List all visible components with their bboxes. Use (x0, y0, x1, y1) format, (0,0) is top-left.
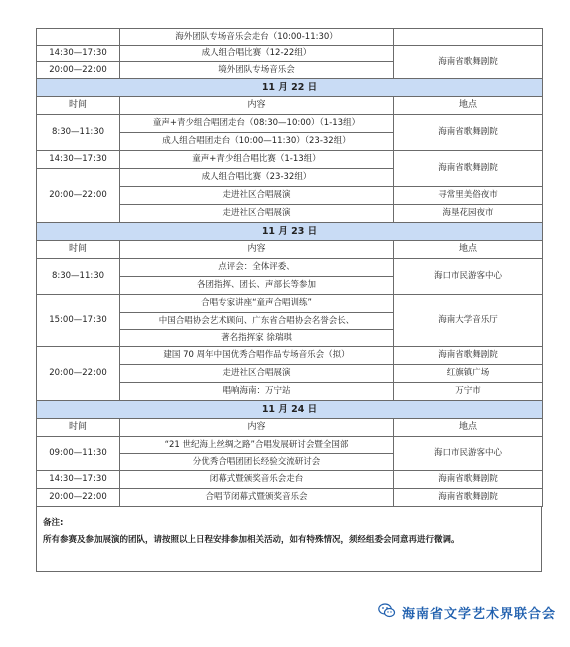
venue-cell: 寻常里美俗夜市 (394, 187, 543, 205)
content-cell: 成人组合唱比赛（12-22组） (120, 46, 394, 62)
content-cell: 合唱节闭幕式暨颁奖音乐会 (120, 489, 394, 507)
time-cell: 20:00—22:00 (37, 347, 120, 401)
content-cell: 走进社区合唱展演 (120, 187, 394, 205)
content-cell: “21 世纪海上丝绸之路”合唱发展研讨会暨全国部 (120, 437, 394, 454)
header-content: 内容 (120, 419, 394, 437)
venue-cell: 海口市民游客中心 (394, 437, 543, 471)
time-cell: 8:30—11:30 (37, 259, 120, 295)
header-venue: 地点 (394, 241, 543, 259)
wechat-icon (378, 603, 396, 622)
venue-cell: 海口市民游客中心 (394, 259, 543, 295)
header-time: 时间 (37, 241, 120, 259)
content-cell: 分优秀合唱团团长经验交流研讨会 (120, 454, 394, 471)
time-cell: 15:00—17:30 (37, 295, 120, 347)
content-cell: 著名指挥家 徐瑞琪 (120, 330, 394, 347)
time-cell: 09:00—11:30 (37, 437, 120, 471)
header-time: 时间 (37, 419, 120, 437)
header-content: 内容 (120, 97, 394, 115)
content-cell: 成人组合唱团走台（10:00—11:30）（23-32组） (120, 133, 394, 151)
content-cell: 走进社区合唱展演 (120, 365, 394, 383)
content-cell: 唱响海南：万宁站 (120, 383, 394, 401)
header-venue: 地点 (394, 97, 543, 115)
watermark (378, 603, 556, 622)
time-cell: 20:00—22:00 (37, 489, 120, 507)
time-cell (37, 29, 120, 46)
venue-cell: 万宁市 (394, 383, 543, 401)
content-cell: 走进社区合唱展演 (120, 205, 394, 223)
venue-cell (394, 29, 543, 46)
table-row (37, 347, 543, 365)
venue-cell: 海南省歌舞剧院 (394, 471, 543, 489)
venue-cell: 海南省歌舞剧院 (394, 151, 543, 187)
table-row (37, 46, 543, 62)
venue-cell: 海南省歌舞剧院 (394, 46, 543, 79)
content-cell: 童声+青少组合唱比赛（1-13组） (120, 151, 394, 169)
venue-cell: 海南省歌舞剧院 (394, 489, 543, 507)
note-title: 备注: (43, 518, 64, 528)
table-row (37, 295, 543, 313)
schedule-sheet (36, 28, 542, 572)
date-label: 11 月 22 日 (37, 79, 543, 97)
content-cell: 童声+青少组合唱团走台（08:30—10:00）（1-13组） (120, 115, 394, 133)
header-row (37, 97, 543, 115)
venue-cell: 海南省歌舞剧院 (394, 115, 543, 151)
time-cell: 14:30—17:30 (37, 151, 120, 169)
note-text: 所有参赛及参加展演的团队，请按照以上日程安排参加相关活动，如有特殊情况，须经组委会同意再进行微调。 (43, 535, 460, 545)
content-cell: 成人组合唱比赛（23-32组） (120, 169, 394, 187)
content-cell: 境外团队专场音乐会 (120, 62, 394, 79)
content-cell: 合唱专家讲座“童声合唱训练” (120, 295, 394, 313)
header-venue: 地点 (394, 419, 543, 437)
content-cell: 海外团队专场音乐会走台（10:00-11:30） (120, 29, 394, 46)
content-cell: 中国合唱协会艺术顾问、广东省合唱协会名誉会长、 (120, 313, 394, 330)
table-row (37, 259, 543, 277)
date-banner (37, 79, 543, 97)
time-cell: 8:30—11:30 (37, 115, 120, 151)
table-row (37, 151, 543, 169)
schedule-table (36, 28, 543, 507)
venue-cell: 海垦花园夜市 (394, 205, 543, 223)
header-content: 内容 (120, 241, 394, 259)
venue-cell: 海南大学音乐厅 (394, 295, 543, 347)
content-cell: 各团指挥、团长、声部长等参加 (120, 277, 394, 295)
table-row (37, 471, 543, 489)
time-cell: 14:30—17:30 (37, 471, 120, 489)
content-cell: 建国 70 周年中国优秀合唱作品专场音乐会（拟） (120, 347, 394, 365)
venue-cell: 红旗镇广场 (394, 365, 543, 383)
note-box (36, 507, 542, 572)
time-cell: 20:00—22:00 (37, 169, 120, 223)
content-cell: 闭幕式暨颁奖音乐会走台 (120, 471, 394, 489)
date-banner (37, 223, 543, 241)
date-banner (37, 401, 543, 419)
table-row (37, 437, 543, 454)
table-row (37, 29, 543, 46)
time-cell: 20:00—22:00 (37, 62, 120, 79)
date-label: 11 月 24 日 (37, 401, 543, 419)
header-row (37, 419, 543, 437)
time-cell: 14:30—17:30 (37, 46, 120, 62)
header-row (37, 241, 543, 259)
header-time: 时间 (37, 97, 120, 115)
content-cell: 点评会：全体评委、 (120, 259, 394, 277)
table-row (37, 489, 543, 507)
table-row (37, 115, 543, 133)
venue-cell: 海南省歌舞剧院 (394, 347, 543, 365)
date-label: 11 月 23 日 (37, 223, 543, 241)
watermark-text: 海南省文学艺术界联合会 (401, 607, 556, 622)
